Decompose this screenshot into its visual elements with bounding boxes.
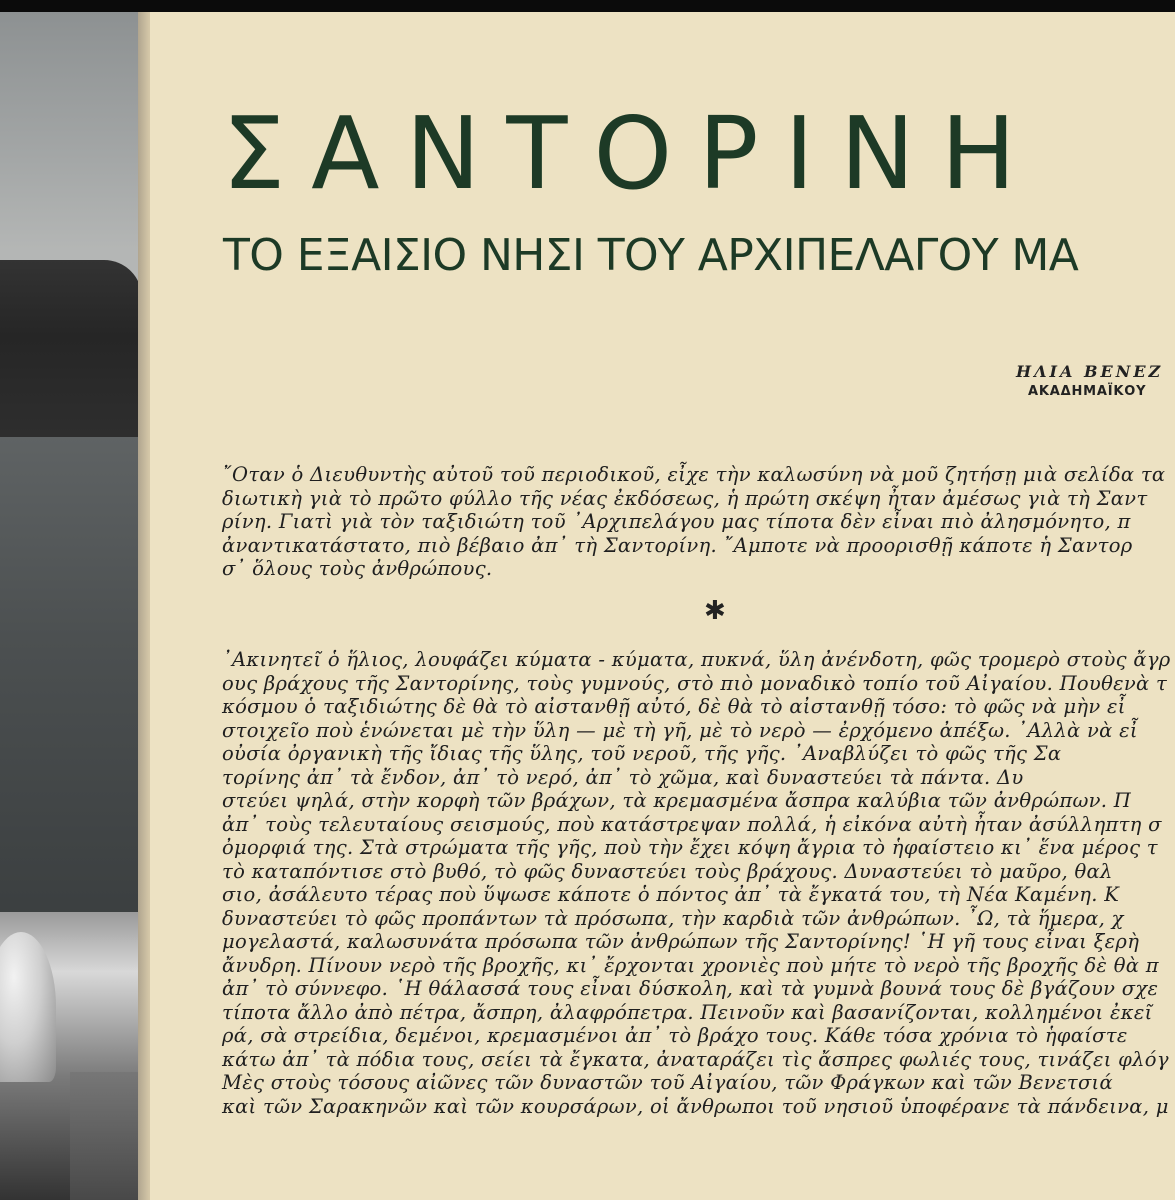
text-line: ἀναντικατάστατο, πιὸ βέβαιο ἀπ᾿ τὴ Σαντορίνη. ῎Αμποτε νὰ προορισθῇ κάποτε ἡ Σαντορ <box>222 533 1133 557</box>
text-line: διωτικὴ γιὰ τὸ πρῶτο φύλλο τῆς νέας ἐκδόσεως, ἡ πρώτη σκέψη ἦταν ἀμέσως γιὰ τὴ Σαντ <box>222 486 1148 510</box>
text-line: ἀπ᾿ τοὺς τελευταίους σεισμούς, ποὺ κατάστρεψαν πολλά, ἡ εἰκόνα αὐτὴ ἦταν ἀσύλληπτη σ <box>222 812 1162 836</box>
text-line: ἀπ᾿ τὸ σύννεφο. ῾Η θάλασσά τους εἶναι δύσκολη, καὶ τὰ γυμνὰ βουνά τους δὲ βγάζουν σχε <box>222 977 1159 1000</box>
intro-paragraph <box>222 465 1165 583</box>
article-title: ΣΑΝΤΟΡΙΝΗ <box>222 95 1042 212</box>
text-line: στεύει ψηλά, στὴν κορφὴ τῶν βράχων, τὰ κρεμασμένα ἄσπρα καλύβια τῶν ἀνθρώπων. Π <box>222 789 1132 812</box>
text-line: τὸ καταπόντισε στὸ βυθό, τὸ φῶς δυναστεύει τοὺς βράχους. Δυναστεύει τὸ μαῦρο, θαλ <box>222 859 1113 883</box>
photo-rock <box>70 1072 142 1200</box>
text-line: ὀμορφιά της. Στὰ στρώματα τῆς γῆς, ποὺ τὴν ἔχει κόψη ἄγρια τὸ ἡφαίστειο κι᾿ ἕνα μέρος τ <box>222 836 1158 859</box>
text-line: στοιχεῖο ποὺ ἑνώνεται μὲ τὴν ὕλη — μὲ τὴ γῆ, μὲ τὸ νερὸ — ἐρχόμενο ἀπέξω. ᾿Αλλὰ νὰ εἶ <box>222 718 1138 742</box>
photo-mountain <box>0 260 142 450</box>
body-paragraph <box>222 650 1171 1120</box>
text-line: δυναστεύει τὸ φῶς προπάντων τὰ πρόσωπα, τὴν καρδιὰ τῶν ἀνθρώπων. ῏Ω, τὰ ἥμερα, χ <box>222 906 1124 930</box>
text-line: μογελαστά, καλωσυνάτα πρόσωπα τῶν ἀνθρώπων τῆς Σαντορίνης! ῾Η γῆ τους εἶναι ξερὴ <box>222 930 1140 953</box>
article-subtitle: ΤΟ ΕΞΑΙΣΙΟ ΝΗΣΙ ΤΟΥ ΑΡΧΙΠΕΛΑΓΟΥ ΜΑ <box>223 230 1079 281</box>
text-line: ᾿Ακινητεῖ ὁ ἥλιος, λουφάζει κύματα - κύματα, πυκνά, ὕλη ἀνένδοτη, φῶς τρομερὸ στοὺς ἄγρ <box>222 648 1171 671</box>
text-line: σιο, ἀσάλευτο τέρας ποὺ ὕψωσε κάποτε ὁ πόντος ἀπ᾿ τὰ ἔγκατά του, τὴ Νέα Καμένη. Κ <box>222 883 1120 906</box>
article-page <box>150 12 1175 1200</box>
text-line: ους βράχους τῆς Σαντορίνης, τοὺς γυμνούς, στὸ πιὸ μοναδικὸ τοπίο τοῦ Αἰγαίου. Πουθενὰ τ <box>222 671 1168 695</box>
author-role: ΑΚΑΔΗΜΑΪΚΟΥ <box>1028 384 1147 399</box>
text-line: τορίνης ἀπ᾿ τὰ ἔνδον, ἀπ᾿ τὸ νερό, ἀπ᾿ τὸ χῶμα, καὶ δυναστεύει τὰ πάντα. Δυ <box>222 765 1024 789</box>
text-line: κάτω ἀπ᾿ τὰ πόδια τους, σείει τὰ ἔγκατα, ἀναταράζει τὶς ἄσπρες φωλιές τους, τινάζει φλόγ <box>222 1047 1169 1071</box>
text-line: τίποτα ἄλλο ἀπὸ πέτρα, ἄσπρη, ἀλαφρόπετρα. Πεινοῦν καὶ βασανίζονται, κολλημένοι ἐκεῖ <box>222 1000 1153 1024</box>
santorini-photo <box>0 12 142 1200</box>
text-line: Μὲς στοὺς τόσους αἰῶνες τῶν δυναστῶν τοῦ Αἰγαίου, τῶν Φράγκων καὶ τῶν Βενετσιά <box>222 1071 1113 1094</box>
text-line: κόσμου ὁ ταξιδιώτης δὲ θὰ τὸ αἰστανθῇ αὐτό, δὲ θὰ τὸ αἰστανθῇ τόσο: τὸ φῶς νὰ μὴν εἶ <box>222 695 1126 718</box>
text-line: καὶ τῶν Σαρακηνῶν καὶ τῶν κουρσάρων, οἱ ἄνθρωποι τοῦ νησιοῦ ὑποφέρανε τὰ πάνδεινα, μ <box>222 1094 1169 1118</box>
photo-sea <box>0 437 142 937</box>
scan-top-edge <box>0 0 1175 12</box>
text-line: οὐσία ὀργανικὴ τῆς ἴδιας τῆς ὕλης, τοῦ νεροῦ, τῆς γῆς. ᾿Αναβλύζει τὸ φῶς τῆς Σα <box>222 742 1062 765</box>
text-line: ἄνυδρη. Πίνουν νερὸ τῆς βροχῆς, κι᾿ ἔρχονται χρονιὲς ποὺ μήτε τὸ νερὸ τῆς βροχῆς δὲ θὰ π <box>222 953 1159 977</box>
author-name: ΗΛΙΑ ΒΕΝΕΖ <box>1016 362 1164 381</box>
text-line: σ᾿ ὅλους τοὺς ἀνθρώπους. <box>222 557 493 580</box>
text-line: ρίνη. Γιατὶ γιὰ τὸν ταξιδιώτη τοῦ ᾿Αρχιπελάγου μας τίποτα δὲν εἶναι πιὸ ἀλησμόνητο, π <box>222 510 1131 533</box>
section-separator-asterisk: ✱ <box>704 596 726 626</box>
text-line: ρά, σὰ στρείδια, δεμένοι, κρεμασμένοι ἀπ᾿ τὸ βράχο τους. Κάθε τόσα χρόνια τὸ ἡφαίστε <box>222 1024 1128 1047</box>
text-line: ῎Οταν ὁ Διευθυντὴς αὐτοῦ τοῦ περιοδικοῦ, εἶχε τὴν καλωσύνη νὰ μοῦ ζητήσῃ μιὰ σελίδα τα <box>222 463 1166 486</box>
